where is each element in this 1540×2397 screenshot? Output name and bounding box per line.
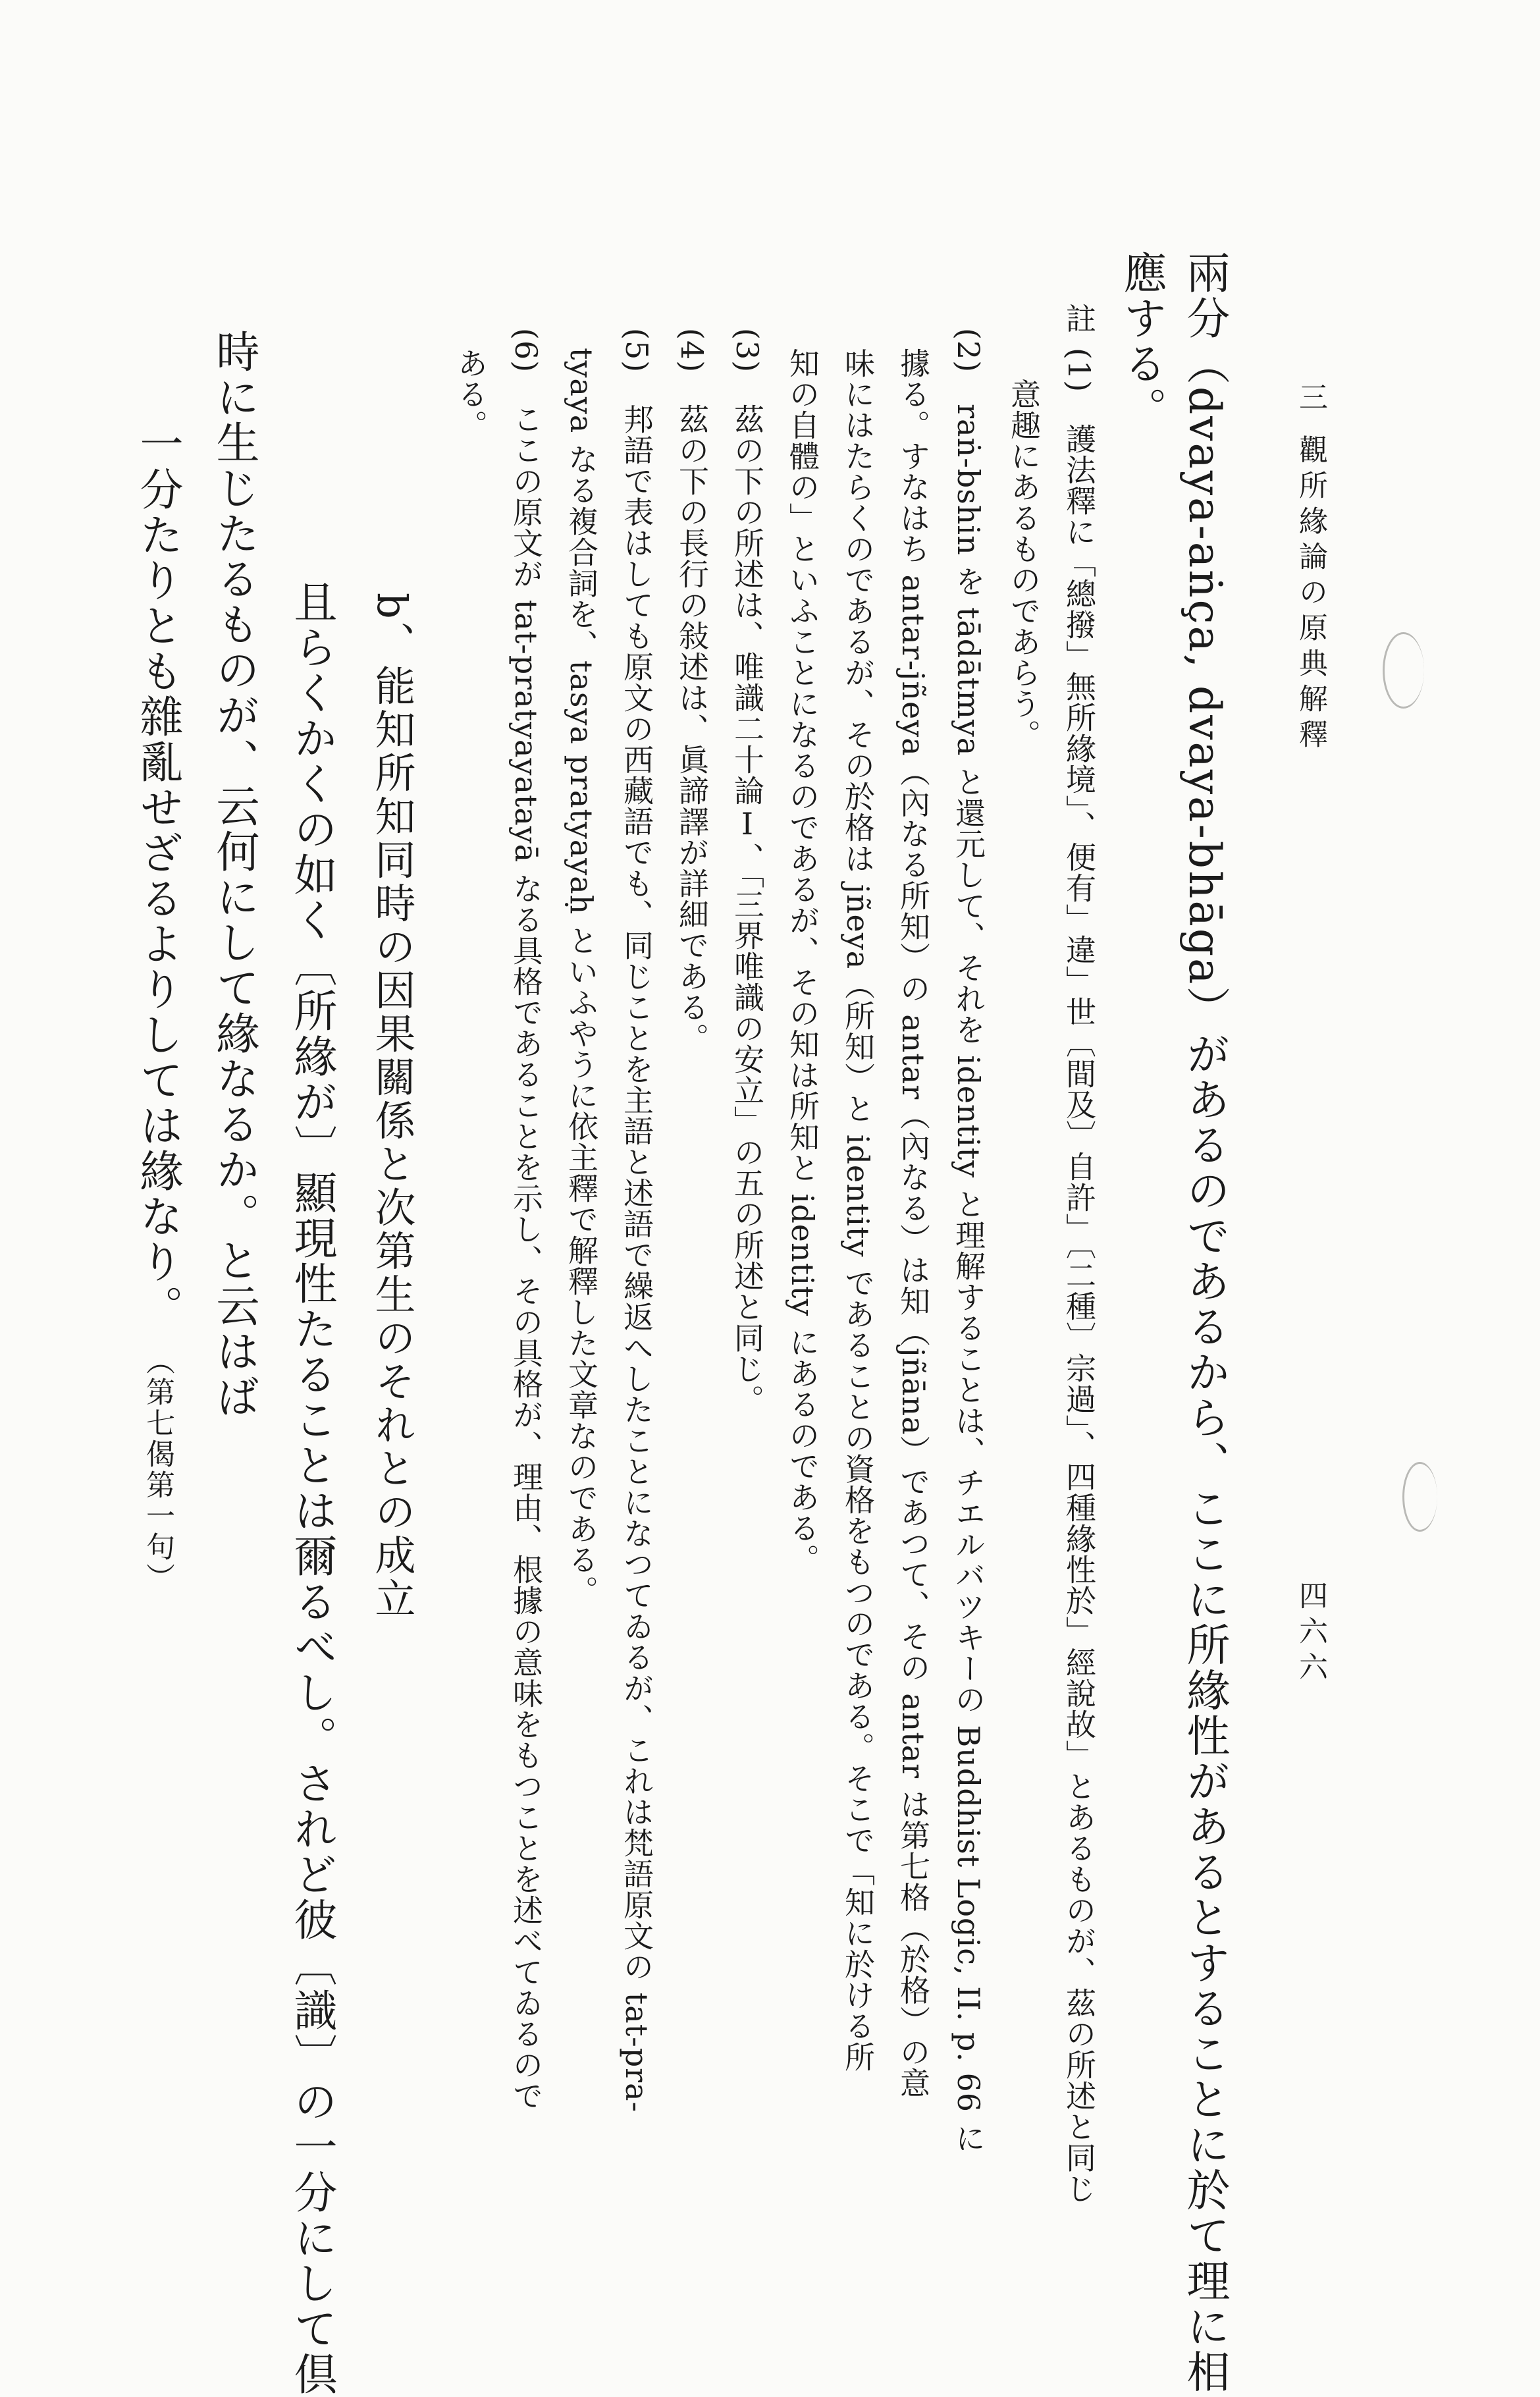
body-line: 時に生じたるものが、云何にして緣なるか。と云はば [209, 329, 259, 1420]
main-text-line: 兩分（dvaya-aṅça, dvaya-bhāga）があるのであるから、ここに所緣性があるとすることに於て理に相 [1179, 250, 1230, 2395]
page-number: 四六六 [1294, 1580, 1327, 1687]
scan-mark [1383, 632, 1424, 709]
note-line: ある。 [453, 348, 489, 441]
note-line: (1) 護法釋に「總撥」無所緣境」、便有」違」世〔間及〕自許」〔二種〕宗過」、四種緣性於」經說故」とあるものが、茲の所述と同じ [1061, 348, 1097, 2205]
running-title: 觀所緣論の原典解釋 [1294, 435, 1327, 755]
note-line: (6) ここの原文が tat-pratyayatayā なる具格であることを示し、その具格が、理由、根據の意味をもつことを述べてゐるので [508, 328, 544, 2111]
note-line: 味にはたらくのであるが、その於格は jñeya（所知）と identity であることの資格をもつのである。そこで「知に於ける所 [840, 348, 876, 2073]
note-line: (4) 茲の下の長行の敍述は、眞諦譯が詳細である。 [674, 328, 710, 1054]
verse-text: 一分たりとも雜亂せざるよりしては緣なり。 [132, 421, 183, 1330]
note-line: tyaya なる複合詞を、tasya pratyayaḥ といふやうに依主釋で解釋した文章なのである。 [564, 348, 599, 1606]
note-line: (3) 茲の下の所述は、唯識二十論Ⅰ、「三界唯識の安立」の五の所述と同じ。 [730, 328, 765, 1416]
body-line: 且らくかくの如く〔所緣が〕顯現性たることは爾るべし。されど彼〔識〕の一分にして倶 [286, 579, 337, 2397]
note-line: 知の自體の」といふことになるのであるが、その知は所知と identity にあるのである。 [785, 348, 820, 1575]
note-line: (5) 邦語で表はしても原文の西藏語でも、同じことを主語と述語で繰返へしたことになつてゐるが、これは梵語原文の tat-pra- [619, 328, 654, 2113]
section-number: 三 [1294, 382, 1327, 417]
notes-heading: 註 [1061, 303, 1097, 334]
note-line: 意趣にあるものであらう。 [1006, 348, 1042, 750]
section-heading: b、能知所知同時の因果關係と次第生のそれとの成立 [368, 593, 416, 1621]
note-line: (2) raṅ-bshin を tādātmya と還元して、それを identity と理解することは、チエルバツキーの Buddhist Logic, II. p. 66 に [951, 328, 986, 2154]
scan-mark [1402, 1462, 1437, 1532]
verse-line [132, 421, 183, 1594]
note-line: 據る。すなはち antar-jñeya（內なる所知）の antar（內なる）は知（jñāna）であつて、その antar は第七格（於格）の意 [895, 348, 931, 2099]
main-text-line: 應する。 [1116, 250, 1167, 432]
verse-reference: （第七偈第一句） [141, 1345, 174, 1594]
